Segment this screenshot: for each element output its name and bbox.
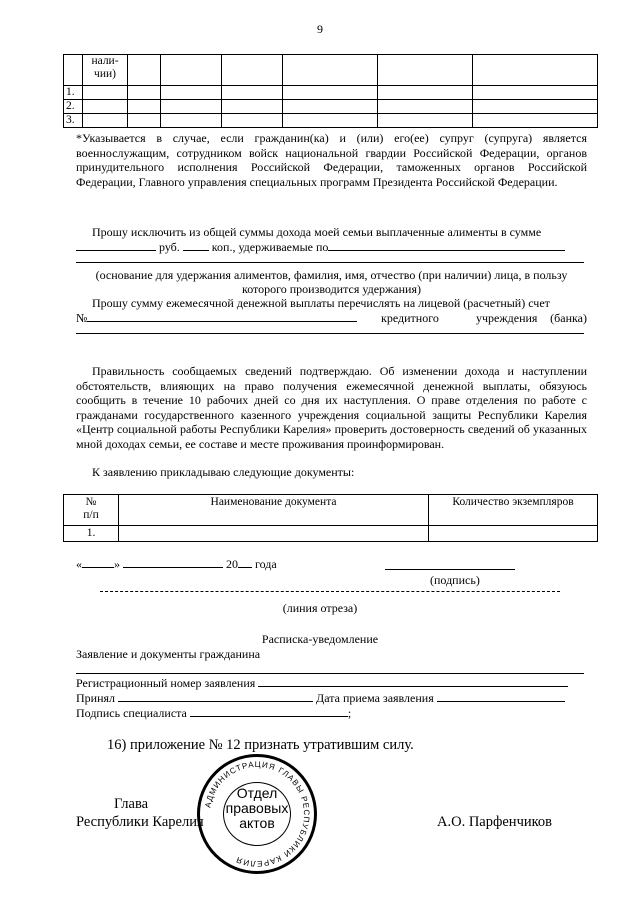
receipt-specialist: Подпись специалиста ; (76, 706, 352, 720)
institution-word: учреждения (476, 311, 538, 325)
col-number-header: № п/п (64, 495, 119, 526)
cut-line-label: (линия отреза) (282, 601, 358, 615)
bank-word: (банка) (550, 311, 587, 325)
receipt-reg-number: Регистрационный номер заявления (76, 676, 587, 691)
receipt-applicant: Заявление и документы гражданина (76, 647, 261, 661)
confirmation-paragraph: Правильность сообщаемых сведений подтверждаю. Об изменении дохода и наступлении обстоятельств, влияющих на право получения ежемесячной денежной выплаты, обязуюсь сообщить в течение 10 рабочих дней со дня их наступления. О праве отделения по работе с гражданами государственного казенного учреждения социальной защиты Республики Карелия «Центр социальной работы Республики Карелия» проверить достоверность сведений об указанных мной доходах семьи, ее составе и месте проживания проинформирован. (76, 364, 587, 451)
receipt-accepted: Принял Дата приема заявления (76, 691, 587, 706)
signature-label: (подпись) (430, 573, 480, 587)
alimony-blank-line (76, 262, 584, 263)
income-row-number: 3. (64, 114, 83, 128)
date-line: « » 20 года (76, 557, 277, 571)
payment-blank-line (76, 333, 584, 334)
attach-intro: К заявлению прикладываю следующие документы: (92, 465, 355, 479)
cut-line (100, 591, 560, 592)
receipt-blank-line (76, 673, 584, 674)
item-16: 16) приложение № 12 признать утратившим силу. (107, 737, 414, 753)
doc-row-number: 1. (64, 526, 119, 542)
documents-table (63, 494, 598, 542)
footnote: *Указывается в случае, если гражданин(ка) и (или) его(ее) супруг (супруга) является военнослужащим, сотрудником войск национальной гвардии Российской Федерации, органов принудительного исполнения Российской Федерации, таможенных органов Российской Федерации, Главного управления специальных программ Президента Российской Федерации. (76, 131, 587, 189)
signatory-title-1: Глава (114, 796, 149, 812)
page-number: 9 (317, 22, 323, 36)
col-name-header: Наименование документа (119, 495, 429, 526)
stamp-center-text: Отдел правовых актов (225, 785, 289, 831)
signatory-name: А.О. Парфенчиков (437, 814, 553, 830)
alimony-basis-note: (основание для удержания алиментов, фамилия, имя, отчество (при наличии) лица, в пользу (95, 268, 568, 282)
income-row-number: 1. (64, 86, 83, 100)
svg-text:АДМИНИСТРАЦИЯ ГЛАВЫ РЕСПУБЛИКИ: АДМИНИСТРАЦИЯ ГЛАВЫ РЕСПУБЛИКИ КАРЕЛИЯ (203, 759, 312, 869)
rub-label: руб. (159, 240, 180, 254)
credit-word: кредитного (381, 311, 439, 325)
income-table (63, 54, 598, 128)
alimony-line1: Прошу исключить из общей суммы дохода моей семьи выплаченные алименты в сумме (92, 225, 542, 239)
alimony-line2 (76, 240, 587, 255)
signatory-title-2: Республики Карелия (76, 814, 204, 830)
receipt-title: Расписка-уведомление (261, 632, 379, 646)
income-row-number: 2. (64, 100, 83, 114)
payment-line1: Прошу сумму ежемесячной денежной выплаты перечислять на лицевой (расчетный) счет (92, 296, 550, 310)
payment-line2 (76, 311, 587, 326)
signature-line (385, 569, 515, 570)
kop-label: коп., удерживаемые по (211, 240, 329, 254)
col-count-header: Количество экземпляров (429, 495, 598, 526)
alimony-basis-note2: которого производится удержания) (241, 282, 421, 296)
income-table-header-cell: нали- чии) (83, 55, 128, 86)
number-sign: № (76, 311, 88, 325)
